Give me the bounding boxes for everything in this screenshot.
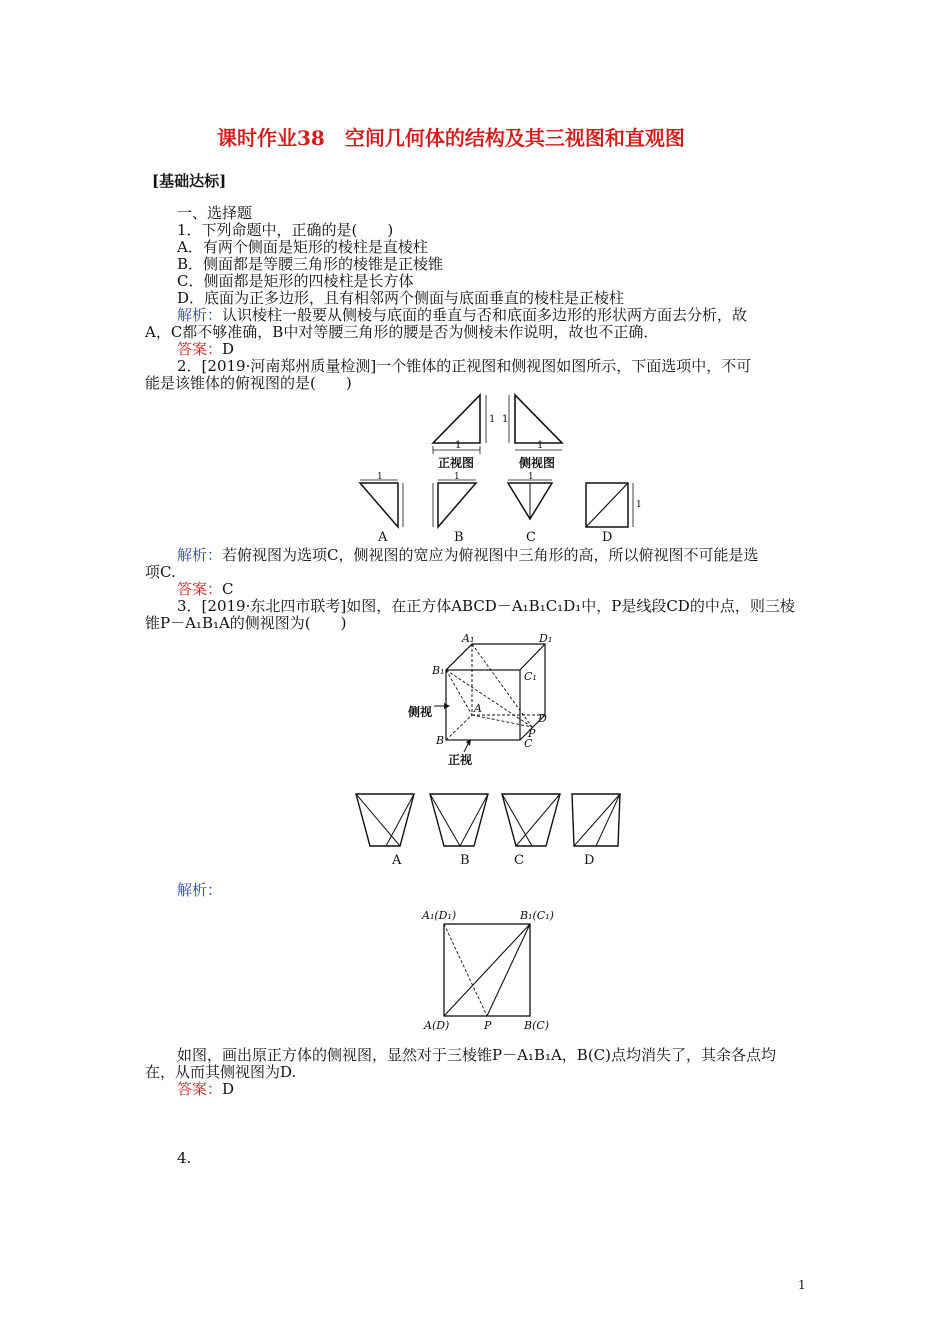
label-b: B bbox=[436, 734, 445, 747]
analysis-label: 解析： bbox=[177, 306, 223, 324]
front-view-caption: 正视图 bbox=[438, 456, 475, 470]
label-br: B(C) bbox=[524, 1019, 550, 1032]
dim-1: 1 bbox=[636, 500, 642, 510]
front-view-triangle bbox=[433, 395, 480, 443]
q2-answer bbox=[177, 581, 234, 598]
part-label: 一、选择题 bbox=[177, 204, 253, 222]
q2-analysis-cont: 项C. bbox=[145, 563, 176, 581]
q1-analysis bbox=[177, 307, 747, 324]
q1-option-d: D．底面为正多边形，且有相邻两个侧面与底面垂直的棱柱是正棱柱 bbox=[177, 289, 625, 307]
label-tl: A₁(D₁) bbox=[422, 909, 457, 922]
dim-1: 1 bbox=[528, 472, 534, 482]
front-view-label: 正视 bbox=[448, 753, 473, 767]
label-a: A bbox=[474, 702, 482, 715]
q2-analysis-text: 若俯视图为选项C，侧视图的宽应为俯视图中三角形的高，所以俯视图不可能是选 bbox=[222, 546, 759, 564]
q3-explain: 如图，画出原正方体的侧视图，显然对于三棱锥P－A₁B₁A，B(C)点均消失了，其余各点均 bbox=[177, 1046, 777, 1064]
q2-stem-cont: 能是该锥体的俯视图的是( ) bbox=[145, 374, 352, 392]
label-a1: A₁ bbox=[462, 632, 475, 645]
q2-options-figure bbox=[350, 472, 650, 545]
q1-option-b: B．侧面都是等腰三角形的棱锥是正棱锥 bbox=[177, 255, 444, 273]
q2-stem: 2．[2019·河南郑州质量检测]一个锥体的正视图和侧视图如图所示，下面选项中，不可 bbox=[177, 357, 752, 375]
q3-stem: 3．[2019·东北四市联考]如图，在正方体ABCD－A₁B₁C₁D₁中，P是线段CD的中点，则三棱 bbox=[177, 597, 795, 615]
side-view-triangle bbox=[515, 395, 562, 443]
label-c1: C₁ bbox=[524, 670, 537, 683]
option-a-shape bbox=[360, 483, 398, 527]
option-a-shape bbox=[356, 794, 414, 846]
q1-analysis-text: 认识棱柱一般要从侧棱与底面的垂直与否和底面多边形的形状两方面去分析，故 bbox=[222, 306, 748, 324]
q3-explain-cont: 在，从而其侧视图为D. bbox=[145, 1063, 297, 1081]
q2-analysis bbox=[177, 547, 759, 564]
option-c-letter: C bbox=[514, 853, 524, 868]
side-view-label: 侧视 bbox=[408, 705, 433, 719]
q3-answer bbox=[177, 1081, 234, 1098]
q1-stem: 1．下列命题中，正确的是( ) bbox=[177, 221, 394, 239]
q1-answer bbox=[177, 341, 234, 358]
dim-1: 1 bbox=[454, 472, 460, 482]
option-d-letter: D bbox=[584, 853, 595, 868]
q1-option-a: A．有两个侧面是矩形的棱柱是直棱柱 bbox=[177, 238, 428, 256]
q1-option-c: C．侧面都是矩形的四棱柱是长方体 bbox=[177, 272, 414, 290]
q3-cube-figure bbox=[400, 630, 570, 770]
answer-label: 答案： bbox=[177, 1080, 223, 1098]
option-b-letter: B bbox=[460, 853, 470, 868]
label-d1: D₁ bbox=[539, 632, 553, 645]
label-d: D bbox=[538, 712, 547, 725]
q3-solution-figure bbox=[420, 905, 570, 1035]
q3-answer-value: D bbox=[222, 1080, 235, 1098]
dim-1: 1 bbox=[489, 414, 496, 425]
answer-label: 答案： bbox=[177, 340, 223, 358]
dim-1: 1 bbox=[537, 440, 544, 451]
q3-analysis bbox=[177, 882, 222, 899]
option-a-letter: A bbox=[378, 530, 388, 545]
q3-stem-cont: 锥P－A₁B₁A的侧视图为( ) bbox=[145, 614, 347, 632]
option-a-letter: A bbox=[392, 853, 402, 868]
label-bl: A(D) bbox=[424, 1019, 450, 1032]
dim-1: 1 bbox=[502, 414, 509, 425]
analysis-label: 解析： bbox=[177, 546, 223, 564]
option-b-letter: B bbox=[454, 530, 464, 545]
option-c-shape bbox=[502, 794, 560, 846]
option-b-shape bbox=[438, 483, 476, 527]
q1-answer-value: D bbox=[222, 340, 235, 358]
option-d-letter: D bbox=[602, 530, 613, 545]
section-label: [基础达标] bbox=[152, 172, 227, 190]
page-title: 课时作业38 空间几何体的结构及其三视图和直观图 bbox=[217, 126, 685, 150]
dim-1: 1 bbox=[377, 472, 383, 482]
label-p: P bbox=[528, 727, 536, 740]
q4-number: 4. bbox=[177, 1149, 192, 1167]
label-tr: B₁(C₁) bbox=[520, 909, 554, 922]
label-c: C bbox=[524, 737, 533, 750]
option-b-shape bbox=[430, 794, 488, 846]
q2-three-view-figure bbox=[420, 385, 600, 475]
label-b1: B₁ bbox=[432, 664, 445, 677]
analysis-label: 解析： bbox=[177, 881, 223, 899]
answer-label: 答案： bbox=[177, 580, 223, 598]
q2-answer-value: C bbox=[222, 580, 234, 598]
q3-options-figure bbox=[350, 790, 620, 870]
dim-1: 1 bbox=[455, 440, 462, 451]
page-number: 1 bbox=[798, 1278, 806, 1292]
arrow-right-icon bbox=[444, 703, 450, 709]
label-bm: P bbox=[484, 1019, 492, 1032]
side-view-caption: 侧视图 bbox=[519, 456, 556, 470]
option-c-letter: C bbox=[526, 530, 536, 545]
q1-analysis-cont: A，C都不够准确，B中对等腰三角形的腰是否为侧棱未作说明，故也不正确． bbox=[145, 323, 659, 341]
